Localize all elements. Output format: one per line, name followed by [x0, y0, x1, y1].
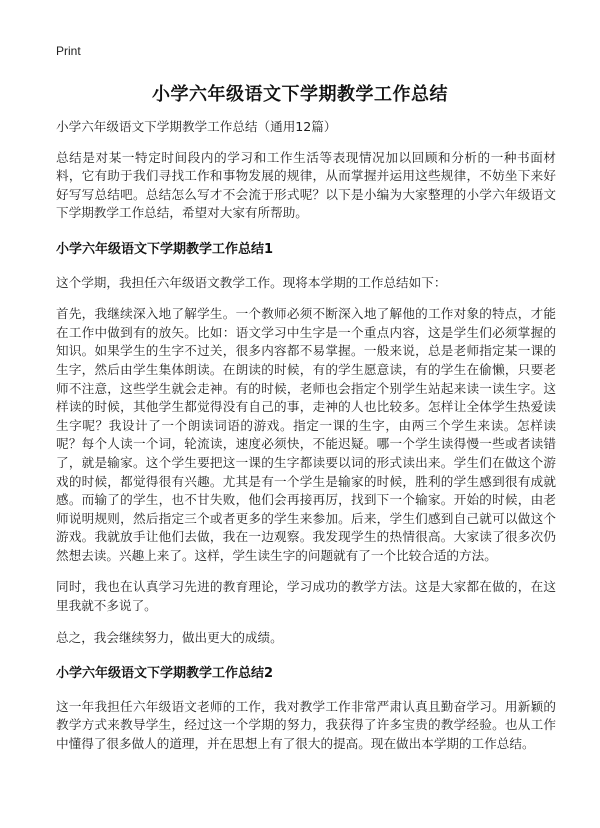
section-paragraph: 总之，我会继续努力，做出更大的成绩。: [56, 629, 283, 645]
section-paragraph: 这一年我担任六年级语文老师的工作，我对教学工作非常严肃认真且勤奋学习。用新颖的教学方式来教导学生，经过这一个学期的努力，我获得了许多宝贵的教学经验。也从工作中懂得了很多做人的道理，并在思想上有了很大的提高。现在做出本学期的工作总结。: [56, 698, 556, 752]
section-paragraph: 这个学期，我担任六年级语文教学工作。现将本学期的工作总结如下：: [56, 274, 447, 290]
section-paragraph: 同时，我也在认真学习先进的教育理论，学习成功的教学方法。这是大家都在做的，在这里我就不多说了。: [56, 579, 556, 614]
article-subtitle: 小学六年级语文下学期教学工作总结（通用12篇）: [56, 119, 337, 134]
intro-paragraph: 总结是对某一特定时间段内的学习和工作生活等表现情况加以回顾和分析的一种书面材料，它有助于我们寻找工作和事物发展的规律，从而掌握并运用这些规律，不妨坐下来好好写写总结吧。总结怎么写才不会流于形式呢？以下是小编为大家整理的小学六年级语文下学期教学工作总结，希望对大家有所帮助。: [56, 149, 556, 221]
article-body: [56, 118, 556, 767]
print-link[interactable]: Print: [56, 44, 81, 58]
page-title: 小学六年级语文下学期教学工作总结: [152, 84, 448, 105]
section-heading: 小学六年级语文下学期教学工作总结2: [56, 666, 274, 682]
section-paragraph: 首先，我继续深入地了解学生。一个教师必须不断深入地了解他的工作对象的特点，才能在工作中做到有的放矢。比如：语文学习中生字是一个重点内容，这是学生们必须掌握的知识。如果学生的生字不过关，很多内容都不易掌握。一般来说，总是老师指定某一课的生字，然后由学生集体朗读。在朗读的时候，有的学生愿意读，有的学生在偷懒，只要老师不注意，这些学生就会走神。有的时候，老师也会指定个别学生站起来读一读生字。这样读的时候，其他学生都觉得没有自己的事，走神的人也比较多。怎样让全体学生热爱读生字呢？我设计了一个朗读词语的游戏。指定一课的生字，由两三个学生来读。怎样读呢？每个人读一个词，轮流读，速度必须快，不能迟疑。哪一个学生读得慢一些或者读错了，就是输家。这个学生要把这一课的生字都读要以词的形式读出来。学生们在做这个游戏的时候，都觉得很有兴趣。尤其是有一个学生是输家的时候，胜利的学生感到很有成就感。而输了的学生，也不甘失败，他们会再接再厉，找到下一个输家。开始的时候，由老师说明规则，然后指定三个或者更多的学生来参加。后来，学生们感到自己就可以做这个游戏。我就放手让他们去做，我在一边观察。我发现学生的热情很高。大家读了很多次仍然想去读。兴趣上来了。这样，学生读生字的问题就有了一个比较合适的方法。: [56, 306, 556, 563]
section-heading: 小学六年级语文下学期教学工作总结1: [56, 241, 274, 257]
